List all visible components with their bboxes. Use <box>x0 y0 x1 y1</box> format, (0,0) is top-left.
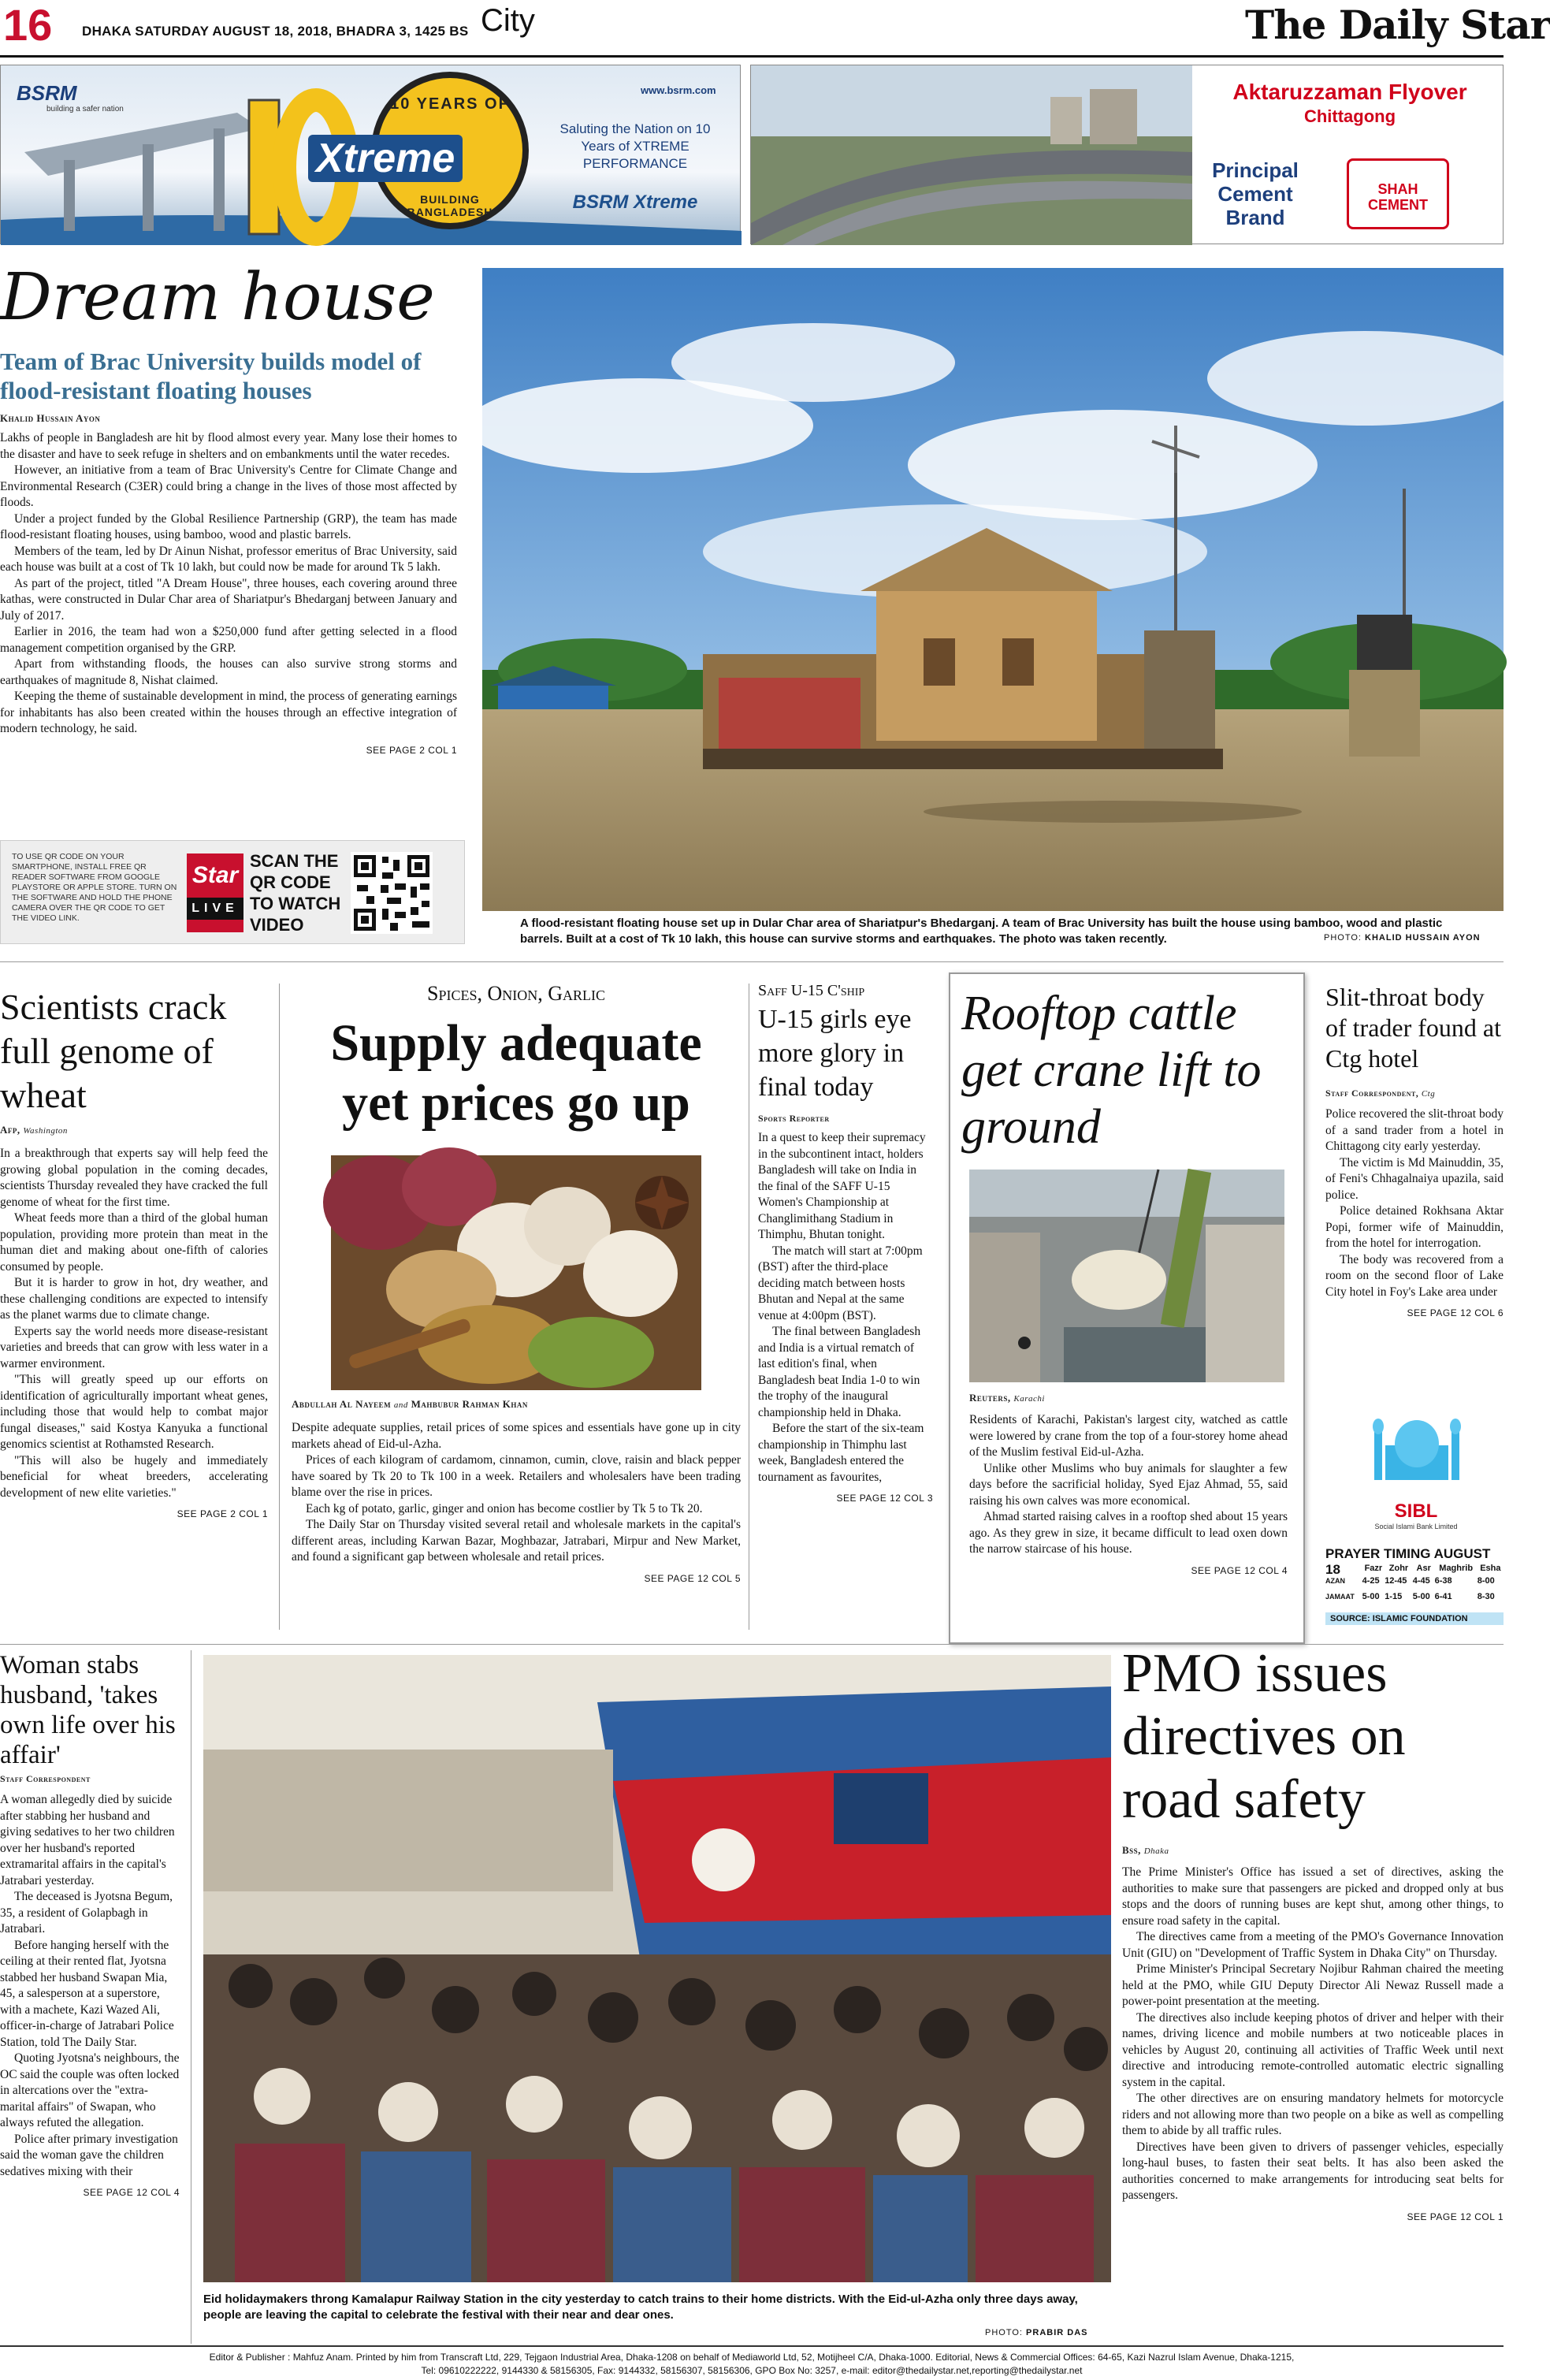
stab-paragraph: Quoting Jyotsna's neighbours, the OC said the couple was often locked in altercations over the "extra-marital affairs" of Swapan, who always refuted the allegation. <box>0 2051 180 2129</box>
wheat-paragraph: Experts say the world needs more disease-resistant varieties and breeds that can grow with less water in a warmer environment. <box>0 1324 268 1370</box>
prayer-col: Esha <box>1480 1564 1501 1573</box>
wheat-byline-name: Afp, <box>0 1124 20 1136</box>
spices-kicker: Spices, Onion, Garlic <box>426 982 606 1005</box>
stab-paragraph: A woman allegedly died by suicide after stabbing her husband and giving sedatives to her two children over her husband's reported extramarital affairs in the capital's Jatrabari yesterday. <box>0 1793 175 1887</box>
throat-byline-name: Staff Correspondent, <box>1325 1088 1419 1099</box>
section-divider <box>0 961 1504 962</box>
cattle-body <box>969 1412 1288 1579</box>
prayer-row <box>1325 1573 1504 1589</box>
wheat-byline <box>0 1124 68 1136</box>
spices-photo <box>331 1155 701 1390</box>
saff-paragraph: Before the start of the six-team championship in Thimphu last week, Bangladesh entered the tournament as favourites, <box>758 1422 924 1484</box>
bsrm-slogan: Saluting the Nation on 10 Years of XTREME PERFORMANCE <box>559 121 711 171</box>
prayer-source: SOURCE: ISLAMIC FOUNDATION <box>1325 1612 1504 1625</box>
shah-cement-logo: SHAH CEMENT <box>1347 158 1449 229</box>
pmo-headline: PMO issues directives on road safety <box>1122 1643 1406 1830</box>
prayer-col: Fazr <box>1364 1564 1383 1573</box>
prayer-cell: 6-38 <box>1434 1576 1452 1586</box>
saff-kicker: Saff U-15 C'ship <box>758 982 865 999</box>
train-caption: Eid holidaymakers throng Kamalapur Railway Station in the city yesterday to catch trains to their home districts. With the Eid-ul-Azha only three days away, people are leaving the capital to celebrate the festival with their near and dear ones. <box>203 2293 1078 2322</box>
star-live-logo <box>187 853 243 932</box>
pmo-paragraph: The directives also include keeping photos of driver and helper with their names, driving licence and mobile numbers at two noticeable places in vehicles by August 20, continuing all activities of Traffic Week until next directive and introducing remote-controlled automatic electric signalling system in the capital. <box>1122 2010 1504 2089</box>
throat-body <box>1325 1106 1504 1322</box>
star-live-logo-bottom: LIVE <box>187 898 243 920</box>
cattle-photo <box>969 1170 1284 1382</box>
pmo-body <box>1122 1865 1504 2225</box>
pmo-jump[interactable]: SEE PAGE 12 COL 1 <box>1407 2211 1504 2222</box>
prayer-cell: 12-45 <box>1385 1576 1407 1586</box>
shah-cement-ad[interactable] <box>750 65 1504 244</box>
pmo-byline-location: Dhaka <box>1143 1846 1169 1856</box>
credit-name: KHALID HUSSAIN AYON <box>1365 933 1481 943</box>
throat-paragraph: The victim is Md Mainuddin, 35, of Feni's Chhagalnaiya upazila, said police. <box>1325 1155 1504 1202</box>
throat-byline-location: Ctg <box>1421 1089 1436 1099</box>
pmo-byline <box>1122 1844 1169 1857</box>
throat-paragraph: Police recovered the slit-throat body of a sand trader from a hotel in Chittagong city early yesterday. <box>1325 1107 1504 1153</box>
prayer-col: Asr <box>1416 1564 1431 1573</box>
spices-paragraph: Each kg of potato, garlic, ginger and onion has become costlier by Tk 5 to Tk 20. <box>306 1501 703 1515</box>
stab-body <box>0 1792 180 2201</box>
cattle-paragraph: Ahmad started raising calves in a rooftop shed about 15 years ago. As they grew in size, it became difficult to lead oxen down the narrow staircase of his house. <box>969 1510 1288 1556</box>
bsrm-badge-sub: BUILDING BANGLADESH <box>407 193 493 218</box>
imprint-line-1: Editor & Publisher : Mahfuz Anam. Printed by him from Transcraft Ltd, 229, Tejgaon Industrial Area, Dhaka-1208 on behalf of Mediaworld Ltd, 52, Motijheel C/A, Dhaka-1000. Editorial, News & Commercial Offices: 64-65, Kazi Nazrul Islam Avenue, Dhaka-1215, <box>209 2352 1295 2363</box>
flyover-photo <box>751 65 1192 245</box>
imprint-rule <box>0 2345 1504 2347</box>
shah-ad-claim: Principal Cement Brand <box>1212 158 1299 229</box>
prayer-col: Maghrib <box>1439 1564 1474 1573</box>
star-live-logo-top: Star <box>191 862 239 888</box>
lead-paragraph: However, an initiative from a team of Brac University's Centre for Climate Change and Environmental Research (C3ER) could bring a change in the lives of those most affected by floods. <box>0 463 457 509</box>
saff-headline: U-15 girls eye more glory in final today <box>758 1005 912 1102</box>
throat-paragraph: The body was recovered from a room on the second floor of Lake City hotel in Foy's Lake area under <box>1325 1252 1504 1299</box>
spices-headline: Supply adequate yet prices go up <box>330 1014 702 1132</box>
spices-byline <box>292 1398 528 1411</box>
cattle-paragraph: Residents of Karachi, Pakistan's largest city, watched as cattle were lowered by crane from the top of a four-storey home ahead of the Muslim festival Eid-ul-Azha. <box>969 1413 1288 1459</box>
lead-paragraph: Apart from withstanding floods, the houses can also survive strong storms and earthquakes of magnitude 8, Nishat claimed. <box>0 657 457 687</box>
dateline: DHAKA SATURDAY AUGUST 18, 2018, BHADRA 3, 1425 BS <box>82 24 469 39</box>
throat-byline <box>1325 1088 1435 1099</box>
floating-house-credit <box>1324 933 1481 943</box>
spices-byline-b: Mahbubur Rahman Khan <box>411 1398 528 1410</box>
cattle-headline: Rooftop cattle get crane lift to ground <box>961 987 1262 1154</box>
floating-house-caption: A flood-resistant floating house set up in Dular Char area of Shariatpur's Bhedarganj. A team of Brac University has built the house using bamboo, wood and plastic barrels. Built at a cost of Tk 10 lakh, this house can survive storms and earthquakes. The photo was taken recently. <box>520 917 1443 946</box>
prayer-cell: 8-00 <box>1477 1576 1495 1586</box>
lead-byline: Khalid Hussain Ayon <box>0 412 101 424</box>
qr-instructions: TO USE QR CODE ON YOUR SMARTPHONE, INSTALL FREE QR READER SOFTWARE FROM GOOGLE PLAYSTORE OR APPLE STORE. TURN ON THE SOFTWARE AND HOLD THE PHONE CAMERA OVER THE QR CODE TO GET THE VIDEO LINK. <box>12 852 177 923</box>
floating-house-illustration <box>482 268 1504 911</box>
stab-headline: Woman stabs husband, 'takes own life over his affair' <box>0 1651 176 1769</box>
lead-paragraph: Members of the team, led by Dr Ainun Nishat, professor emeritus of Brac University, said each house was built at a cost of Tk 10 lakh, but could now be made for around Tk 5 lakh. <box>0 544 457 574</box>
saff-body <box>758 1130 933 1507</box>
page-number: 16 <box>3 0 53 50</box>
lead-paragraph: As part of the project, titled "A Dream House", three houses, each covering around three kathas, were constructed in Dular Char area of Shariatpur's Bhedarganj between January and July of 2017. <box>0 576 457 623</box>
credit-label: PHOTO: <box>1324 933 1362 943</box>
sibl-logo: SIBL <box>1394 1501 1438 1522</box>
lead-paragraph: Under a project funded by the Global Resilience Partnership (GRP), the team has made flood-resistant floating houses, using bamboo, wood and plastic barrels. <box>0 511 457 541</box>
pmo-paragraph: Prime Minister's Principal Secretary Nojibur Rahman chaired the meeting held at the PMO, while GIU Deputy Director Ali Newaz Russell made a power-point presentation at the meeting. <box>1122 1962 1504 2008</box>
pmo-paragraph: The Prime Minister's Office has issued a set of directives, asking the authorities to make sure that passengers are picked and dropped only at bus stops and the doors of running buses are kept shut, among other things, to ensure road safety in the capital. <box>1122 1865 1504 1928</box>
spices-body <box>292 1420 741 1586</box>
saff-paragraph: In a quest to keep their supremacy in the subcontinent intact, holders Bangladesh will take on India in the final of the SAFF U-15 Women's Championship at Changlimithang Stadium in Thimphu, Bhutan tonight. <box>758 1131 926 1241</box>
prayer-cell: 8-30 <box>1477 1592 1495 1601</box>
prayer-cell: AZAN <box>1325 1577 1345 1585</box>
cattle-byline-name: Reuters, <box>969 1392 1011 1404</box>
credit-name: PRABIR DAS <box>1026 2328 1088 2337</box>
bsrm-brand: BSRM <box>17 81 77 105</box>
qr-cta: SCAN THE QR CODE TO WATCH VIDEO <box>250 851 341 935</box>
wheat-byline-location: Washington <box>23 1126 68 1136</box>
spices-paragraph: Prices of each kilogram of cardamom, cinnamon, cumin, clove, raisin and black pepper have soared by Tk 20 to Tk 100 in a week. Retailers and wholesalers have been trading blame over the rise in prices. <box>292 1453 741 1499</box>
prayer-cell: 5-00 <box>1362 1592 1380 1601</box>
cattle-box <box>949 972 1305 1644</box>
lead-headline: Dream house <box>0 260 435 335</box>
lead-subhead: Team of Brac University builds model of flood-resistant floating houses <box>0 348 422 404</box>
prayer-cell: 6-41 <box>1434 1592 1452 1601</box>
prayer-cell: 4-25 <box>1362 1576 1380 1586</box>
bsrm-tagline: building a safer nation <box>46 105 124 113</box>
wheat-body <box>0 1146 268 1523</box>
stab-paragraph: Before hanging herself with the ceiling at their rented flat, Jyotsna stabbed her husband Swapan Mia, 45, a salesperson at a superstore, with a machete, Kazi Wazed Ali, officer-in-charge of Jatrabari Police Station, told The Daily Star. <box>0 1938 174 2049</box>
wheat-paragraph: "This will greatly speed up our efforts on identification of agriculturally important wheat genes, including those that would help to combat major fungal diseases," said Kostya Kanyuka a functional genomics scientist at Rothamsted Research. <box>0 1373 268 1451</box>
masthead-rule <box>0 55 1504 58</box>
column-rule <box>279 984 280 1630</box>
lead-paragraph: Keeping the theme of sustainable development in mind, the process of generating earnings for inhabitants has also been created within the houses through an effective integration of modern technology, he said. <box>0 690 457 735</box>
stab-paragraph: Police after primary investigation said the woman gave the children sedatives mixing with their <box>0 2132 178 2178</box>
cattle-byline-location: Karachi <box>1013 1394 1045 1404</box>
shah-ad-subtitle: Chittagong <box>1303 106 1396 126</box>
imprint-line-2: Tel: 09610222222, 9144330 & 58156305, Fax: 9144332, 58156307, 58156306, GPO Box No: 3257, e-mail: editor@thedailystar.net,reporting@thedailystar.net <box>421 2365 1083 2376</box>
pmo-paragraph: The directives came from a meeting of the PMO's Governance Innovation Unit (GIU) on "Development of Traffic System in Dhaka City" on Thursday. <box>1122 1930 1504 1960</box>
bsrm-url[interactable]: www.bsrm.com <box>641 84 716 96</box>
wheat-headline: Scientists crack full genome of wheat <box>0 987 227 1115</box>
wheat-paragraph: Wheat feeds more than a third of the global human population, providing more protein than meat in the human diet and making about one-fifth of calories consumed by people. <box>0 1211 268 1274</box>
credit-label: PHOTO: <box>985 2328 1023 2337</box>
pmo-byline-name: Bss, <box>1122 1844 1141 1856</box>
prayer-cell: 4-45 <box>1412 1576 1430 1586</box>
prayer-title: PRAYER TIMING AUGUST 18 <box>1325 1546 1491 1577</box>
prayer-row <box>1325 1589 1504 1605</box>
saff-paragraph: The match will start at 7:00pm (BST) after the third-place deciding match between hosts Bhutan and Nepal at the same venue at 4:00pm (BST). <box>758 1244 923 1322</box>
stab-jump[interactable]: SEE PAGE 12 COL 4 <box>83 2187 180 2198</box>
lead-paragraph: Earlier in 2016, the team had won a $250,000 fund after getting selected in a flood management competition organised by the GRP. <box>0 625 457 655</box>
mosque-icon <box>1370 1406 1464 1485</box>
saff-paragraph: The final between Bangladesh and India is a virtual rematch of last edition's final, when Bangladesh beat India 1-0 to win the trophy of the inaugural championship held in Dhaka. <box>758 1325 921 1419</box>
prayer-cell: JAMAAT <box>1325 1593 1355 1601</box>
prayer-table <box>1325 1564 1504 1605</box>
wheat-paragraph: In a breakthrough that experts say will help feed the growing global population in the coming decades, scientists Thursday revealed they have cracked the full genome of wheat for the first time. <box>0 1147 268 1209</box>
spices-byline-and: and <box>393 1400 408 1410</box>
wheat-paragraph: But it is harder to grow in hot, dry weather, and these challenging conditions are expected to intensify as the planet warms due to climate change. <box>0 1276 268 1322</box>
throat-jump[interactable]: SEE PAGE 12 COL 6 <box>1407 1307 1504 1318</box>
train-credit <box>985 2328 1088 2337</box>
lead-paragraph: Lakhs of people in Bangladesh are hit by flood almost every year. Many lose their homes to the disaster and have to seek refuge in shelters and on embankments until the water recedes. <box>0 431 457 461</box>
cattle-paragraph: Unlike other Muslims who buy animals for slaughter a few days before the sacrificial holiday, Syed Ejaz Ahmad, 55, said raising his own calves was more economical. <box>969 1461 1288 1508</box>
crane-cattle-illustration <box>969 1170 1284 1382</box>
throat-headline: Slit-throat body of trader found at Ctg hotel <box>1325 983 1502 1073</box>
floating-house-photo <box>482 268 1504 911</box>
wheat-paragraph: "This will also be hugely and immediately beneficial for wheat breeders, accelerating development of new elite varieties." <box>0 1453 268 1500</box>
spices-byline-a: Abdullah Al Nayeem <box>292 1398 392 1410</box>
bsrm-logo: BSRM Xtreme <box>572 192 698 213</box>
bsrm-product-name: Xtreme <box>308 135 463 182</box>
saff-jump[interactable]: SEE PAGE 12 COL 3 <box>836 1493 933 1504</box>
shah-ad-title: Aktaruzzaman Flyover <box>1232 80 1467 104</box>
lead-jump[interactable]: SEE PAGE 2 COL 1 <box>366 744 457 756</box>
paper-nameplate: The Daily Star <box>1245 2 1550 48</box>
stab-byline: Staff Correspondent <box>0 1773 91 1784</box>
pmo-paragraph: Directives have been given to drivers of passenger vehicles, especially long-haul buses, to fasten their seat belts. It has also been asked the authorities concerned to make arrangements for introducing seat belts for passengers. <box>1122 2140 1504 2202</box>
train-crowd-illustration <box>203 1655 1111 2282</box>
section-title: City <box>481 3 535 38</box>
wheat-jump[interactable]: SEE PAGE 2 COL 1 <box>177 1508 268 1519</box>
throat-paragraph: Police detained Rokhsana Aktar Popi, former wife of Mainuddin, from the hotel for interrogation. <box>1325 1204 1504 1250</box>
cattle-jump[interactable]: SEE PAGE 12 COL 4 <box>1191 1564 1288 1576</box>
sibl-name: Social Islami Bank Limited <box>1374 1523 1458 1530</box>
pmo-paragraph: The other directives are on ensuring mandatory helmets for motorcycle riders and not allowing more than two people on a bike as well as compelling them to abide by all traffic rules. <box>1122 2092 1504 2137</box>
spices-paragraph: The Daily Star on Thursday visited several retail and wholesale markets in the capital's different areas, including Karwan Bazar, Moghbazar, Jatrabari, Mirpur and New Market, and found a significant gap between wholesale and retail prices. <box>292 1518 741 1564</box>
bsrm-badge-years: 10 YEARS OF <box>390 95 510 113</box>
prayer-cell: 5-00 <box>1412 1592 1430 1601</box>
spices-illustration <box>331 1155 701 1390</box>
bsrm-ad[interactable] <box>0 65 741 244</box>
train-station-photo <box>203 1655 1111 2282</box>
qr-promo[interactable] <box>0 840 465 944</box>
prayer-col <box>1325 1564 1362 1573</box>
spices-paragraph: Despite adequate supplies, retail prices of some spices and essentials have gone up in city markets ahead of Eid-ul-Azha. <box>292 1421 741 1451</box>
cattle-byline <box>969 1392 1045 1404</box>
prayer-col: Zohr <box>1388 1564 1409 1573</box>
prayer-timing-box <box>1325 1406 1504 1642</box>
lead-body <box>0 430 457 758</box>
prayer-cell: 1-15 <box>1385 1592 1403 1601</box>
saff-byline: Sports Reporter <box>758 1113 830 1124</box>
qr-code-icon[interactable] <box>351 852 433 934</box>
spices-jump[interactable]: SEE PAGE 12 COL 5 <box>644 1572 741 1584</box>
stab-paragraph: The deceased is Jyotsna Begum, 35, a resident of Golapbagh in Jatrabari. <box>0 1890 173 1936</box>
